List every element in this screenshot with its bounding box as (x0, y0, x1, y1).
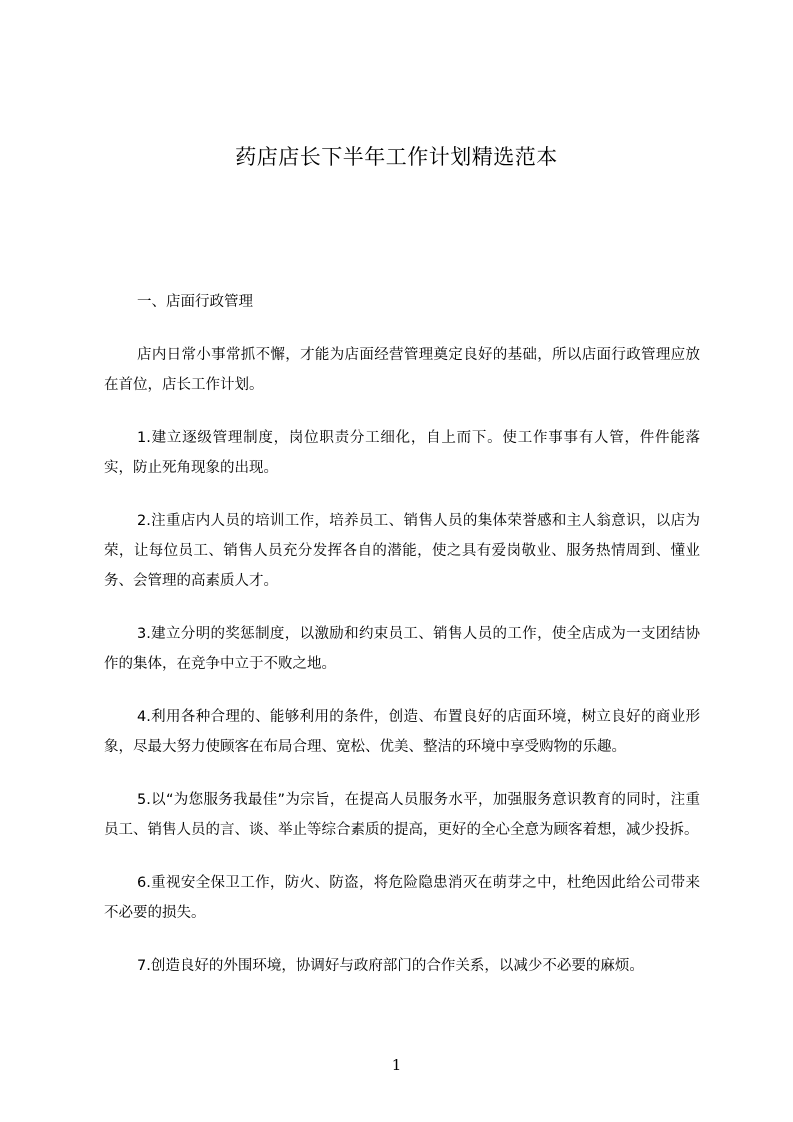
page-number: 1 (391, 1056, 402, 1074)
document-title: 药店店长下半年工作计划精选范本 (235, 145, 558, 169)
paragraph-item-6: 6.重视安全保卫工作，防火、防盗，将危险隐患消灭在萌芽之中，杜绝因此给公司带来不必要的损失。 (104, 875, 700, 921)
paragraph-item-1: 1.建立逐级管理制度，岗位职责分工细化，自上而下。使工作事事有人管，件件能落实，防止死角现象的出现。 (104, 430, 700, 476)
paragraph-item-3: 3.建立分明的奖惩制度，以激励和约束员工、销售人员的工作，使全店成为一支团结协作的集体，在竞争中立于不败之地。 (104, 626, 700, 672)
section-heading: 一、店面行政管理 (137, 294, 253, 310)
paragraph-item-4: 4.利用各种合理的、能够利用的条件，创造、布置良好的店面环境，树立良好的商业形象，尽最大努力使顾客在布局合理、宽松、优美、整洁的环境中享受购物的乐趣。 (104, 709, 700, 755)
paragraph-item-2: 2.注重店内人员的培训工作，培养员工、销售人员的集体荣誉感和主人翁意识，以店为荣，让每位员工、销售人员充分发挥各自的潜能，使之具有爱岗敬业、服务热情周到、懂业务、会管理的高素质人才。 (104, 513, 700, 589)
paragraph-item-7: 7.创造良好的外围环境，协调好与政府部门的合作关系，以减少不必要的麻烦。 (137, 958, 644, 974)
paragraph-item-5: 5.以“为您服务我最佳”为宗旨，在提高人员服务水平，加强服务意识教育的同时，注重员工、销售人员的言、谈、举止等综合素质的提高，更好的全心全意为顾客着想，减少投拆。 (104, 792, 700, 838)
document-body (104, 287, 700, 1004)
paragraph-intro: 店内日常小事常抓不懈，才能为店面经营管理奠定良好的基础，所以店面行政管理应放在首位，店长工作计划。 (104, 347, 700, 393)
